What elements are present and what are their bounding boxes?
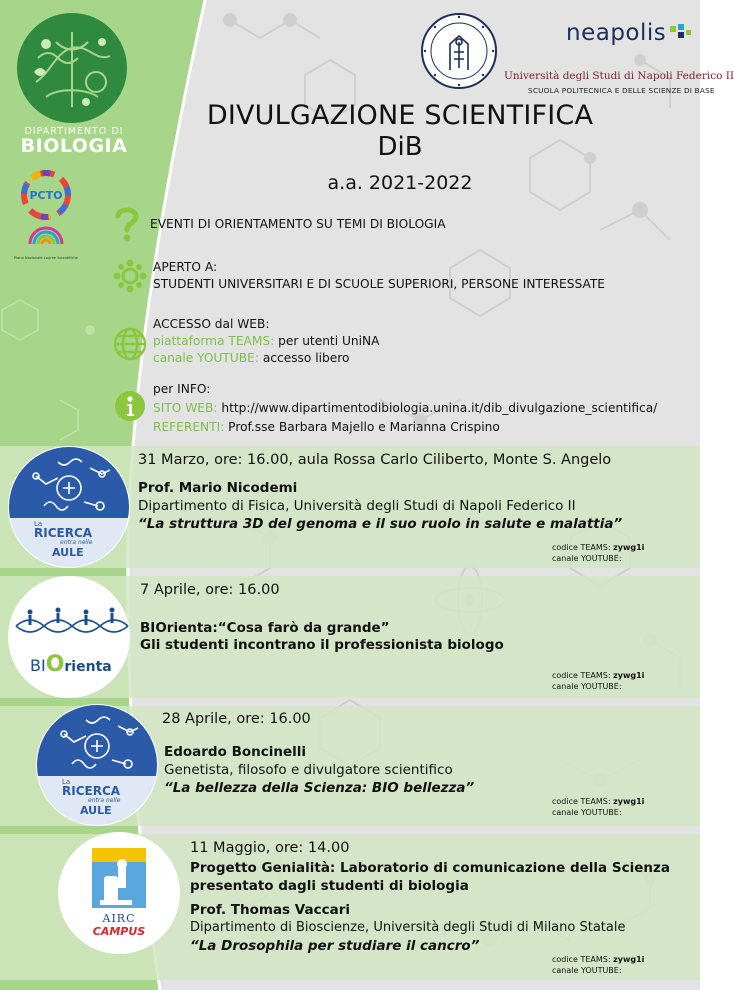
dna-people-icon [8, 576, 130, 698]
university-seal-logo [420, 12, 498, 90]
event-1-talk: “La struttura 3D del genoma e il suo ruolo in salute e malattia” [138, 516, 623, 532]
event-4-affiliation: Dipartimento di Bioscienze, Università degli Studi di Milano Statale [190, 920, 626, 935]
biorienta-wordmark [30, 652, 112, 677]
school-name: SCUOLA POLITECNICA E DELLE SCIENZE DI BASE [528, 86, 715, 95]
neapolis-text: neapolis [566, 20, 667, 46]
event-4-talk: “La Drosophila per studiare il cancro” [190, 938, 480, 954]
event-1-teams-label: codice TEAMS: [552, 543, 614, 552]
open-to-label: APERTO A: [153, 260, 218, 274]
ricerca-title: RICERCA [34, 526, 93, 540]
info-icon [114, 390, 146, 422]
event-4-teams-code: zywg1i [613, 955, 645, 964]
ricerca-sub-2: entra nelle [88, 797, 121, 804]
event-1-affiliation: Dipartimento di Fisica, Università degli Studi di Napoli Federico II [138, 498, 576, 514]
university-name: Università degli Studi di Napoli Federico II [504, 70, 734, 82]
page-subtitle: DiB [377, 132, 423, 162]
page-title: DIVULGAZIONE SCIENTIFICA [206, 100, 594, 131]
event-1-teams-line [552, 542, 644, 553]
event-3-date: 28 Aprile, ore: 16.00 [162, 711, 311, 727]
teams-label: piattaforma TEAMS: [153, 334, 275, 348]
site-label: SITO WEB: [153, 401, 218, 415]
department-label-line2: BIOLOGIA [20, 135, 128, 157]
open-to-text: STUDENTI UNIVERSITARI E DI SCUOLE SUPERIORI, PERSONE INTERESSATE [153, 277, 605, 291]
pcto-text: PCTO [29, 189, 63, 202]
academic-year: a.a. 2021-2022 [327, 172, 473, 194]
site-url[interactable]: http://www.dipartimentodibiologia.unina.it/dib_divulgazione_scientifica/ [217, 401, 658, 415]
referents-label: REFERENTI: [153, 420, 225, 434]
event-3-talk: “La bellezza della Scienza: BIO bellezza” [164, 780, 475, 796]
events-line: EVENTI DI ORIENTAMENTO SU TEMI DI BIOLOGIA [150, 217, 446, 231]
event-3-youtube[interactable]: canale YOUTUBE: [552, 808, 622, 817]
ricerca-badge-1 [8, 446, 130, 568]
neapolis-logo [566, 20, 666, 46]
department-label-line1: DIPARTIMENTO DI [24, 126, 124, 137]
event-1-speaker: Prof. Mario Nicodemi [138, 480, 298, 496]
ricerca-badge-2 [36, 704, 158, 826]
pcto-logo [18, 170, 74, 220]
event-1-teams-code: zywg1i [613, 543, 645, 552]
biorienta-bi: BI [30, 656, 46, 675]
event-4-project-2: presentato dagli studenti di biologia [190, 878, 469, 894]
event-2-subtitle: Gli studenti incontrano il professionista biologo [140, 637, 504, 653]
department-name [14, 126, 134, 157]
question-mark-icon [114, 206, 140, 242]
event-3-codes [552, 796, 644, 818]
event-3-affiliation: Genetista, filosofo e divulgatore scientifico [164, 762, 453, 778]
event-2-youtube[interactable]: canale YOUTUBE: [552, 682, 622, 691]
ricerca-aule: AULE [52, 546, 84, 559]
ricerca-title-2: RICERCA [62, 784, 121, 798]
biorienta-o: O [45, 652, 65, 677]
event-2-date: 7 Aprile, ore: 16.00 [140, 582, 280, 598]
event-2-codes [552, 670, 644, 692]
info-label: per INFO: [153, 382, 211, 396]
event-1-date: 31 Marzo, ore: 16.00, aula Rossa Carlo Ciliberto, Monte S. Angelo [138, 452, 612, 468]
event-4-teams-line [552, 954, 644, 965]
airc-text: AIRC [102, 912, 136, 925]
event-4-date: 11 Maggio, ore: 14.00 [190, 840, 350, 856]
ricerca-aule-2: AULE [80, 804, 112, 817]
people-circle-icon [112, 258, 148, 294]
event-1-codes [552, 542, 644, 564]
referents-line [153, 420, 500, 434]
neapolis-mark-icon [666, 22, 692, 44]
youtube-label: canale YOUTUBE: [153, 351, 259, 365]
event-2-teams-line [552, 670, 644, 681]
event-4-codes [552, 954, 644, 976]
biorienta-badge [8, 576, 130, 698]
ricerca-la: La [34, 520, 43, 528]
campus-text: CAMPUS [92, 925, 146, 938]
event-3-teams-line [552, 796, 644, 807]
ricerca-la-2: La [62, 778, 71, 786]
referents-text: Prof.sse Barbara Majello e Marianna Crispino [224, 420, 500, 434]
event-2-teams-code: zywg1i [613, 671, 645, 680]
youtube-text: accesso libero [258, 351, 350, 365]
event-3-teams-label: codice TEAMS: [552, 797, 614, 806]
globe-icon [112, 326, 148, 362]
biorienta-rest: rienta [64, 659, 112, 675]
event-4-speaker: Prof. Thomas Vaccari [190, 902, 351, 918]
airc-badge [58, 832, 180, 954]
youtube-access-line [153, 351, 349, 365]
pls-text: Piano Nazionale Lauree Scientifiche [13, 256, 79, 260]
event-4-teams-label: codice TEAMS: [552, 955, 614, 964]
department-biology-logo [16, 12, 128, 124]
teams-access-line [153, 334, 379, 348]
event-4-project-1: Progetto Genialità: Laboratorio di comunicazione della Scienza [190, 860, 670, 876]
pls-logo [13, 224, 79, 270]
event-1-youtube[interactable]: canale YOUTUBE: [552, 554, 622, 563]
event-3-speaker: Edoardo Boncinelli [164, 744, 307, 760]
event-4-youtube[interactable]: canale YOUTUBE: [552, 966, 622, 975]
teams-text: per utenti UniNA [274, 334, 380, 348]
access-label: ACCESSO dal WEB: [153, 317, 270, 331]
ricerca-sub: entra nelle [60, 539, 93, 546]
event-3-teams-code: zywg1i [613, 797, 645, 806]
event-2-teams-label: codice TEAMS: [552, 671, 614, 680]
event-2-title: BIOrienta:“Cosa farò da grande” [140, 620, 390, 636]
website-line [153, 401, 657, 415]
